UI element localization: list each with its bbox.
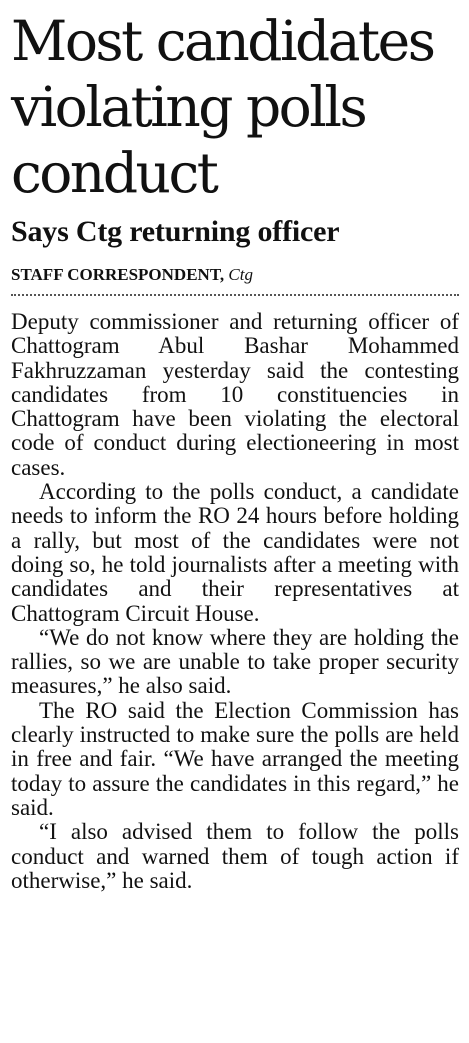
paragraph: Deputy commissioner and returning officer of Chattogram Abul Bashar Mohammed Fakhruzzaman yesterday said the contesting candidates from 10 constituencies in Chattogram have been violating the electoral code of conduct during electioneering in most cases. bbox=[11, 309, 459, 480]
article-body bbox=[11, 310, 459, 893]
paragraph: “We do not know where they are holding the rallies, so we are unable to take proper security measures,” he also said. bbox=[11, 624, 459, 699]
subheadline: Says Ctg returning officer bbox=[11, 215, 340, 248]
dotted-divider bbox=[11, 294, 459, 296]
headline: Most candidates violating polls conduct bbox=[11, 9, 434, 205]
news-article bbox=[11, 8, 459, 893]
paragraph: According to the polls conduct, a candidate needs to inform the RO 24 hours before holding a rally, but most of the candidates were not doing so, he told journalists after a meeting with candidates and their representatives at Chattogram Circuit House. bbox=[11, 479, 459, 626]
byline-location: Ctg bbox=[228, 265, 253, 284]
byline bbox=[11, 264, 459, 286]
paragraph: “I also advised them to follow the polls conduct and warned them of tough action if otherwise,” he said. bbox=[11, 819, 459, 893]
paragraph: The RO said the Election Commission has clearly instructed to make sure the polls are held in free and fair. “We have arranged the meeting today to assure the candidates in this regard,” he said. bbox=[11, 697, 459, 820]
byline-author: STAFF CORRESPONDENT, bbox=[11, 265, 225, 284]
